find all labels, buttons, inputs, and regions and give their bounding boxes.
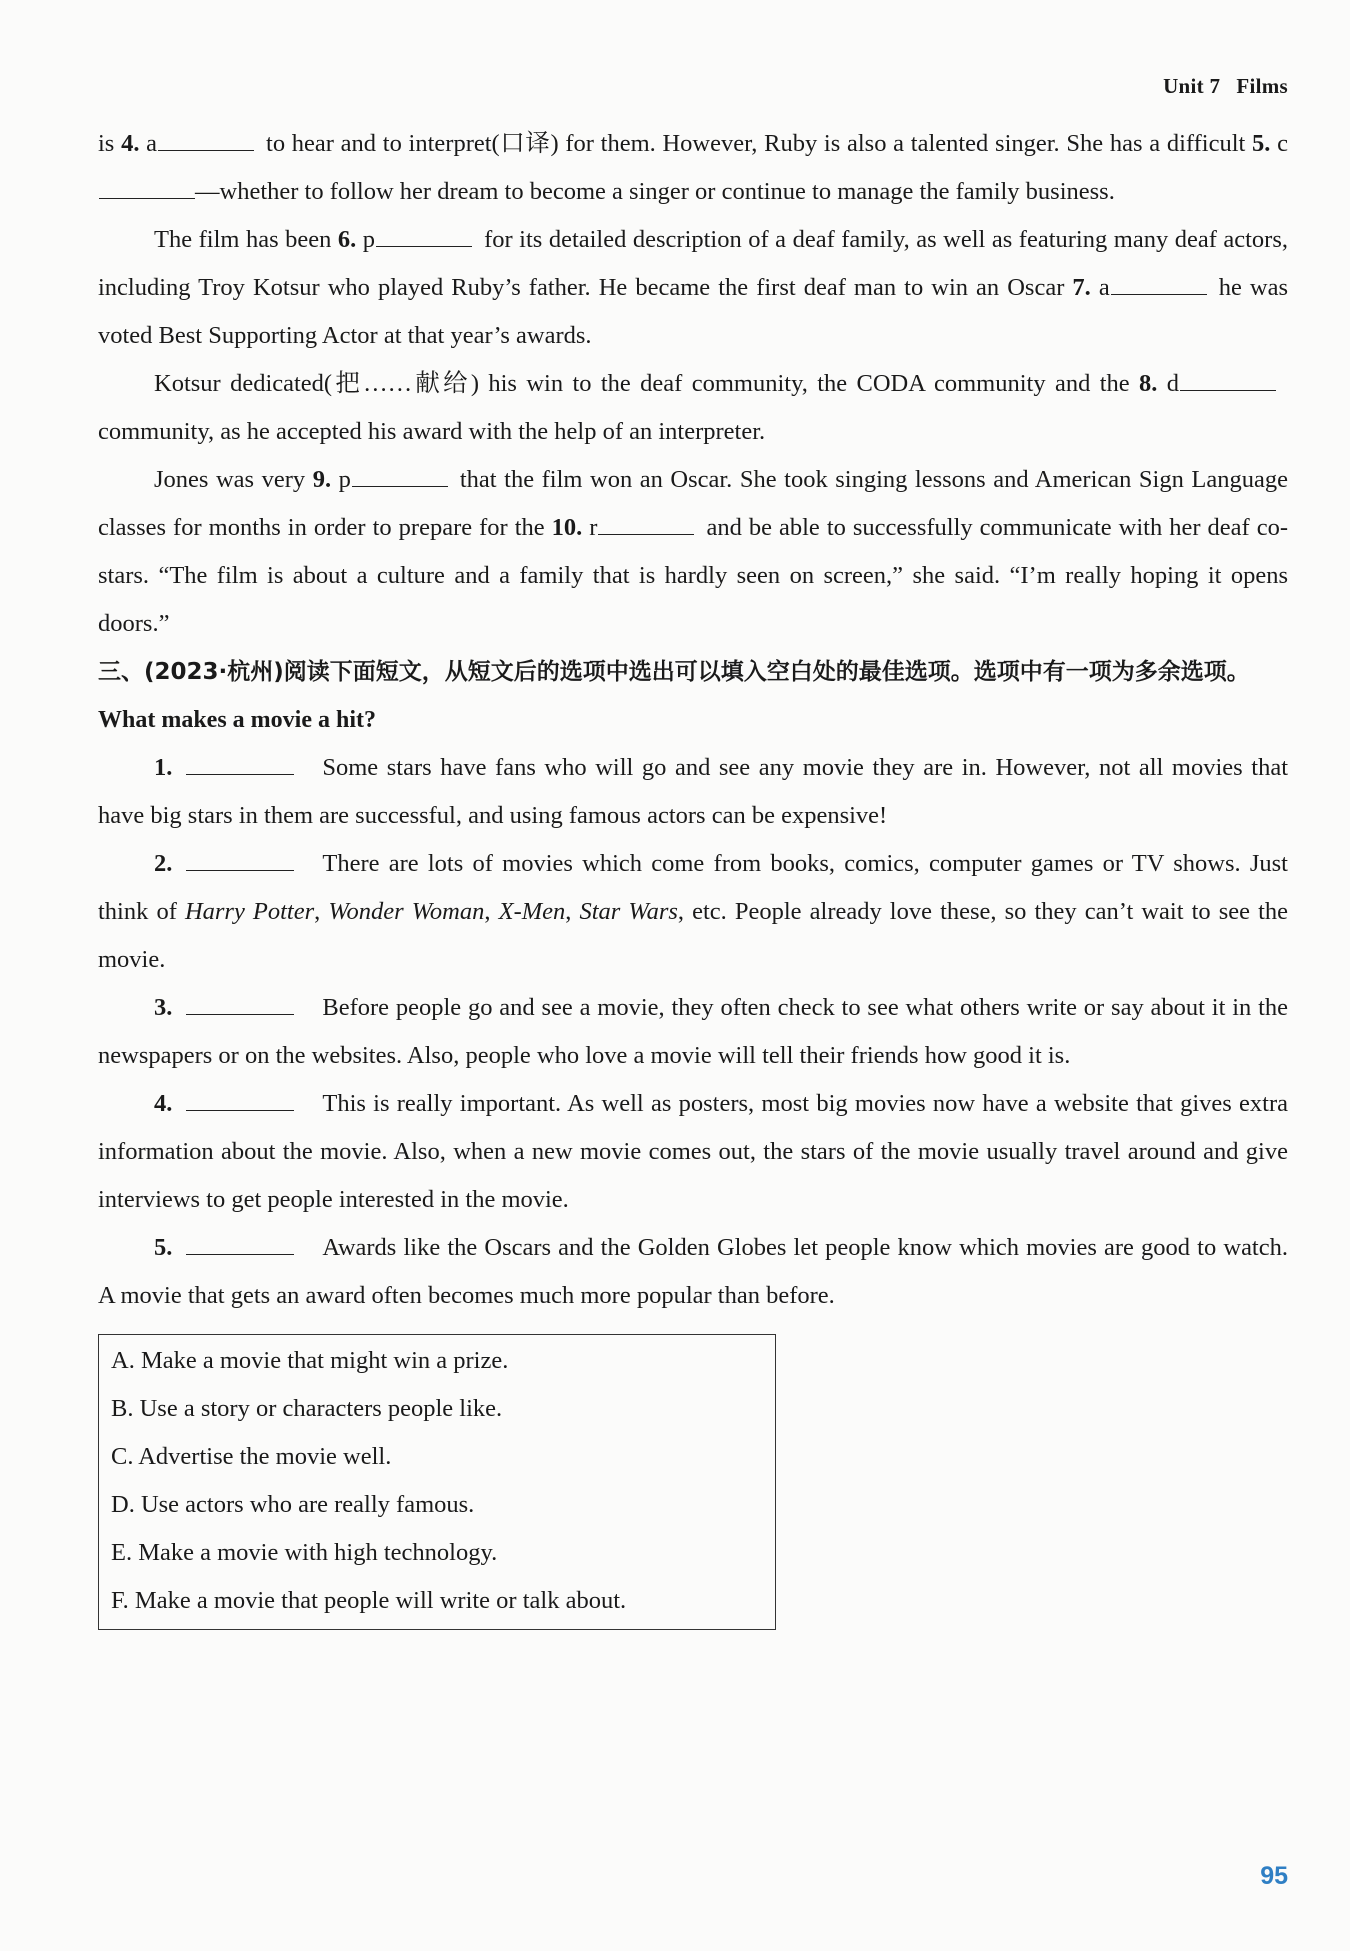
letter-hint: d (1157, 370, 1179, 397)
answer-blank[interactable] (598, 512, 694, 535)
question-number: 2. (154, 850, 173, 877)
page-number: 95 (1260, 1862, 1288, 1890)
text: —whether to follow her dream to become a singer or continue to manage the family business. (195, 178, 1115, 205)
title-italic: X-Men (498, 898, 566, 925)
letter-hint: c (1270, 130, 1288, 157)
question-paragraph-5 (98, 1224, 1288, 1320)
text: Awards like the Oscars and the Golden Globes let people know which movies are good to watch. A movie that gets an award often becomes much more popular than before. (98, 1234, 1288, 1309)
text: is (98, 130, 122, 157)
question-number: 8. (1139, 370, 1158, 397)
section-instruction: 三、(2023·杭州)阅读下面短文，从短文后的选项中选出可以填入空白处的最佳选项。选项中有一项为多余选项。 (98, 659, 1250, 685)
passage-paragraph-1 (98, 120, 1288, 216)
letter-hint: a (1090, 274, 1110, 301)
question-number: 4. (154, 1090, 173, 1117)
text: The film has been (154, 226, 338, 253)
page-content (98, 120, 1288, 1630)
question-number: 6. (337, 226, 357, 253)
answer-blank[interactable] (186, 752, 294, 775)
separator: , (565, 898, 580, 925)
article-title: What makes a movie a hit? (98, 707, 376, 733)
answer-blank[interactable] (186, 992, 294, 1015)
option-d: D. Use actors who are really famous. (111, 1491, 475, 1518)
letter-hint: a (139, 130, 158, 157)
option-a: A. Make a movie that might win a prize. (111, 1347, 509, 1374)
text: Before people go and see a movie, they often check to see what others write or say about it in the newspapers or on the websites. Also, people who love a movie will tell their friends how good it is. (98, 994, 1288, 1069)
text: Kotsur dedicated(把……献给) his win to the deaf community, the CODA community and the (154, 370, 1139, 397)
option-f: F. Make a movie that people will write or talk about. (111, 1587, 627, 1614)
answer-blank[interactable] (158, 128, 254, 151)
passage-paragraph-3 (98, 360, 1288, 456)
title-italic: Star Wars (579, 898, 678, 925)
options-box (98, 1334, 776, 1630)
text: to hear and to interpret(口译) for them. However, Ruby is also a talented singer. She has a difficult (266, 130, 1253, 157)
separator: , (314, 898, 329, 925)
option-c: C. Advertise the movie well. (111, 1443, 392, 1470)
text: for its detailed description of a deaf family, as well as featuring many deaf actors, including Troy Kotsur who played Ruby’s father. He became the first deaf man to win an Oscar (98, 226, 1289, 301)
unit-title: Films (1236, 74, 1288, 98)
title-italic: Wonder Woman (328, 898, 485, 925)
answer-blank[interactable] (186, 848, 294, 871)
answer-blank[interactable] (1180, 368, 1276, 391)
answer-blank[interactable] (186, 1088, 294, 1111)
text: community, as he accepted his award with the help of an interpreter. (98, 418, 766, 445)
answer-blank[interactable] (376, 224, 472, 247)
question-number: 1. (154, 754, 173, 781)
question-number: 5. (154, 1234, 173, 1261)
letter-hint: p (331, 466, 351, 493)
unit-label: Unit 7 (1163, 74, 1221, 98)
running-header (1163, 74, 1288, 99)
letter-hint: r (582, 514, 598, 541)
title-italic: Harry Potter (184, 898, 315, 925)
text: and be able to successfully communicate with her deaf co-stars. “The film is about a culture and a family that is hardly seen on screen,” she said. “I’m really hoping it opens doors.” (98, 514, 1288, 637)
question-number: 5. (1252, 130, 1271, 157)
question-number: 9. (312, 466, 332, 493)
text: , etc. People already love these, so they can’t wait to see the movie. (98, 898, 1289, 973)
separator: , (484, 898, 499, 925)
text: that the film won an Oscar. She took singing lessons and American Sign Language classes for months in order to prepare for the (98, 466, 1288, 541)
question-number: 10. (551, 514, 583, 541)
question-paragraph-4 (98, 1080, 1288, 1224)
answer-blank[interactable] (1111, 272, 1207, 295)
passage-paragraph-2 (98, 216, 1288, 360)
passage-paragraph-4 (98, 456, 1288, 648)
text: Some stars have fans who will go and see any movie they are in. However, not all movies that have big stars in them are successful, and using famous actors can be expensive! (98, 754, 1288, 829)
question-paragraph-3 (98, 984, 1288, 1080)
question-number: 7. (1072, 274, 1091, 301)
answer-blank[interactable] (352, 464, 448, 487)
answer-blank[interactable] (186, 1232, 294, 1255)
question-number: 4. (121, 130, 140, 157)
option-e: E. Make a movie with high technology. (111, 1539, 498, 1566)
question-number: 3. (154, 994, 173, 1021)
text: There are lots of movies which come from books, comics, computer games or TV shows. Just think of (98, 850, 1288, 925)
letter-hint: p (356, 226, 376, 253)
text: Jones was very (154, 466, 313, 493)
answer-blank[interactable] (99, 176, 195, 199)
question-paragraph-1 (98, 744, 1288, 840)
question-paragraph-2 (98, 840, 1288, 984)
option-b: B. Use a story or characters people like. (111, 1395, 503, 1422)
text: This is really important. As well as posters, most big movies now have a website that gives extra information about the movie. Also, when a new movie comes out, the stars of the movie usually travel around and give interviews to get people interested in the movie. (98, 1090, 1288, 1213)
text: he was voted Best Supporting Actor at that year’s awards. (98, 274, 1289, 349)
